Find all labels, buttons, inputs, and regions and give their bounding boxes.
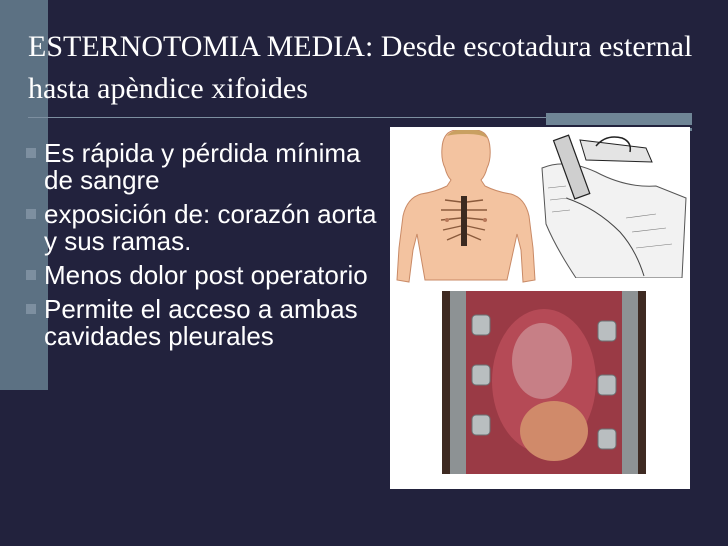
title-accent-bar: [546, 113, 692, 125]
bullet-item: [22, 262, 382, 289]
bullet-square-icon: [26, 304, 36, 314]
bullet-square-icon: [26, 270, 36, 280]
bullet-item: [22, 140, 382, 194]
bullet-item: [22, 296, 382, 350]
intraoperative-photo: [442, 291, 646, 474]
slide-title: ESTERNOTOMIA MEDIA: Desde escotadura esternal hasta apèndice xifoides: [28, 30, 693, 105]
bullet-text: exposición de: corazón aorta y sus ramas.: [44, 199, 377, 256]
bullet-text: Permite el acceso a ambas cavidades pleurales: [44, 294, 358, 351]
bullet-square-icon: [26, 148, 36, 158]
bullet-list: [22, 140, 382, 357]
sternal-saw-sketch: [536, 128, 688, 278]
bullet-square-icon: [26, 209, 36, 219]
bullet-text: Menos dolor post operatorio: [44, 260, 368, 290]
torso-incision-illustration: [395, 130, 540, 288]
bullet-item: [22, 201, 382, 255]
bullet-text: Es rápida y pérdida mínima de sangre: [44, 138, 361, 195]
